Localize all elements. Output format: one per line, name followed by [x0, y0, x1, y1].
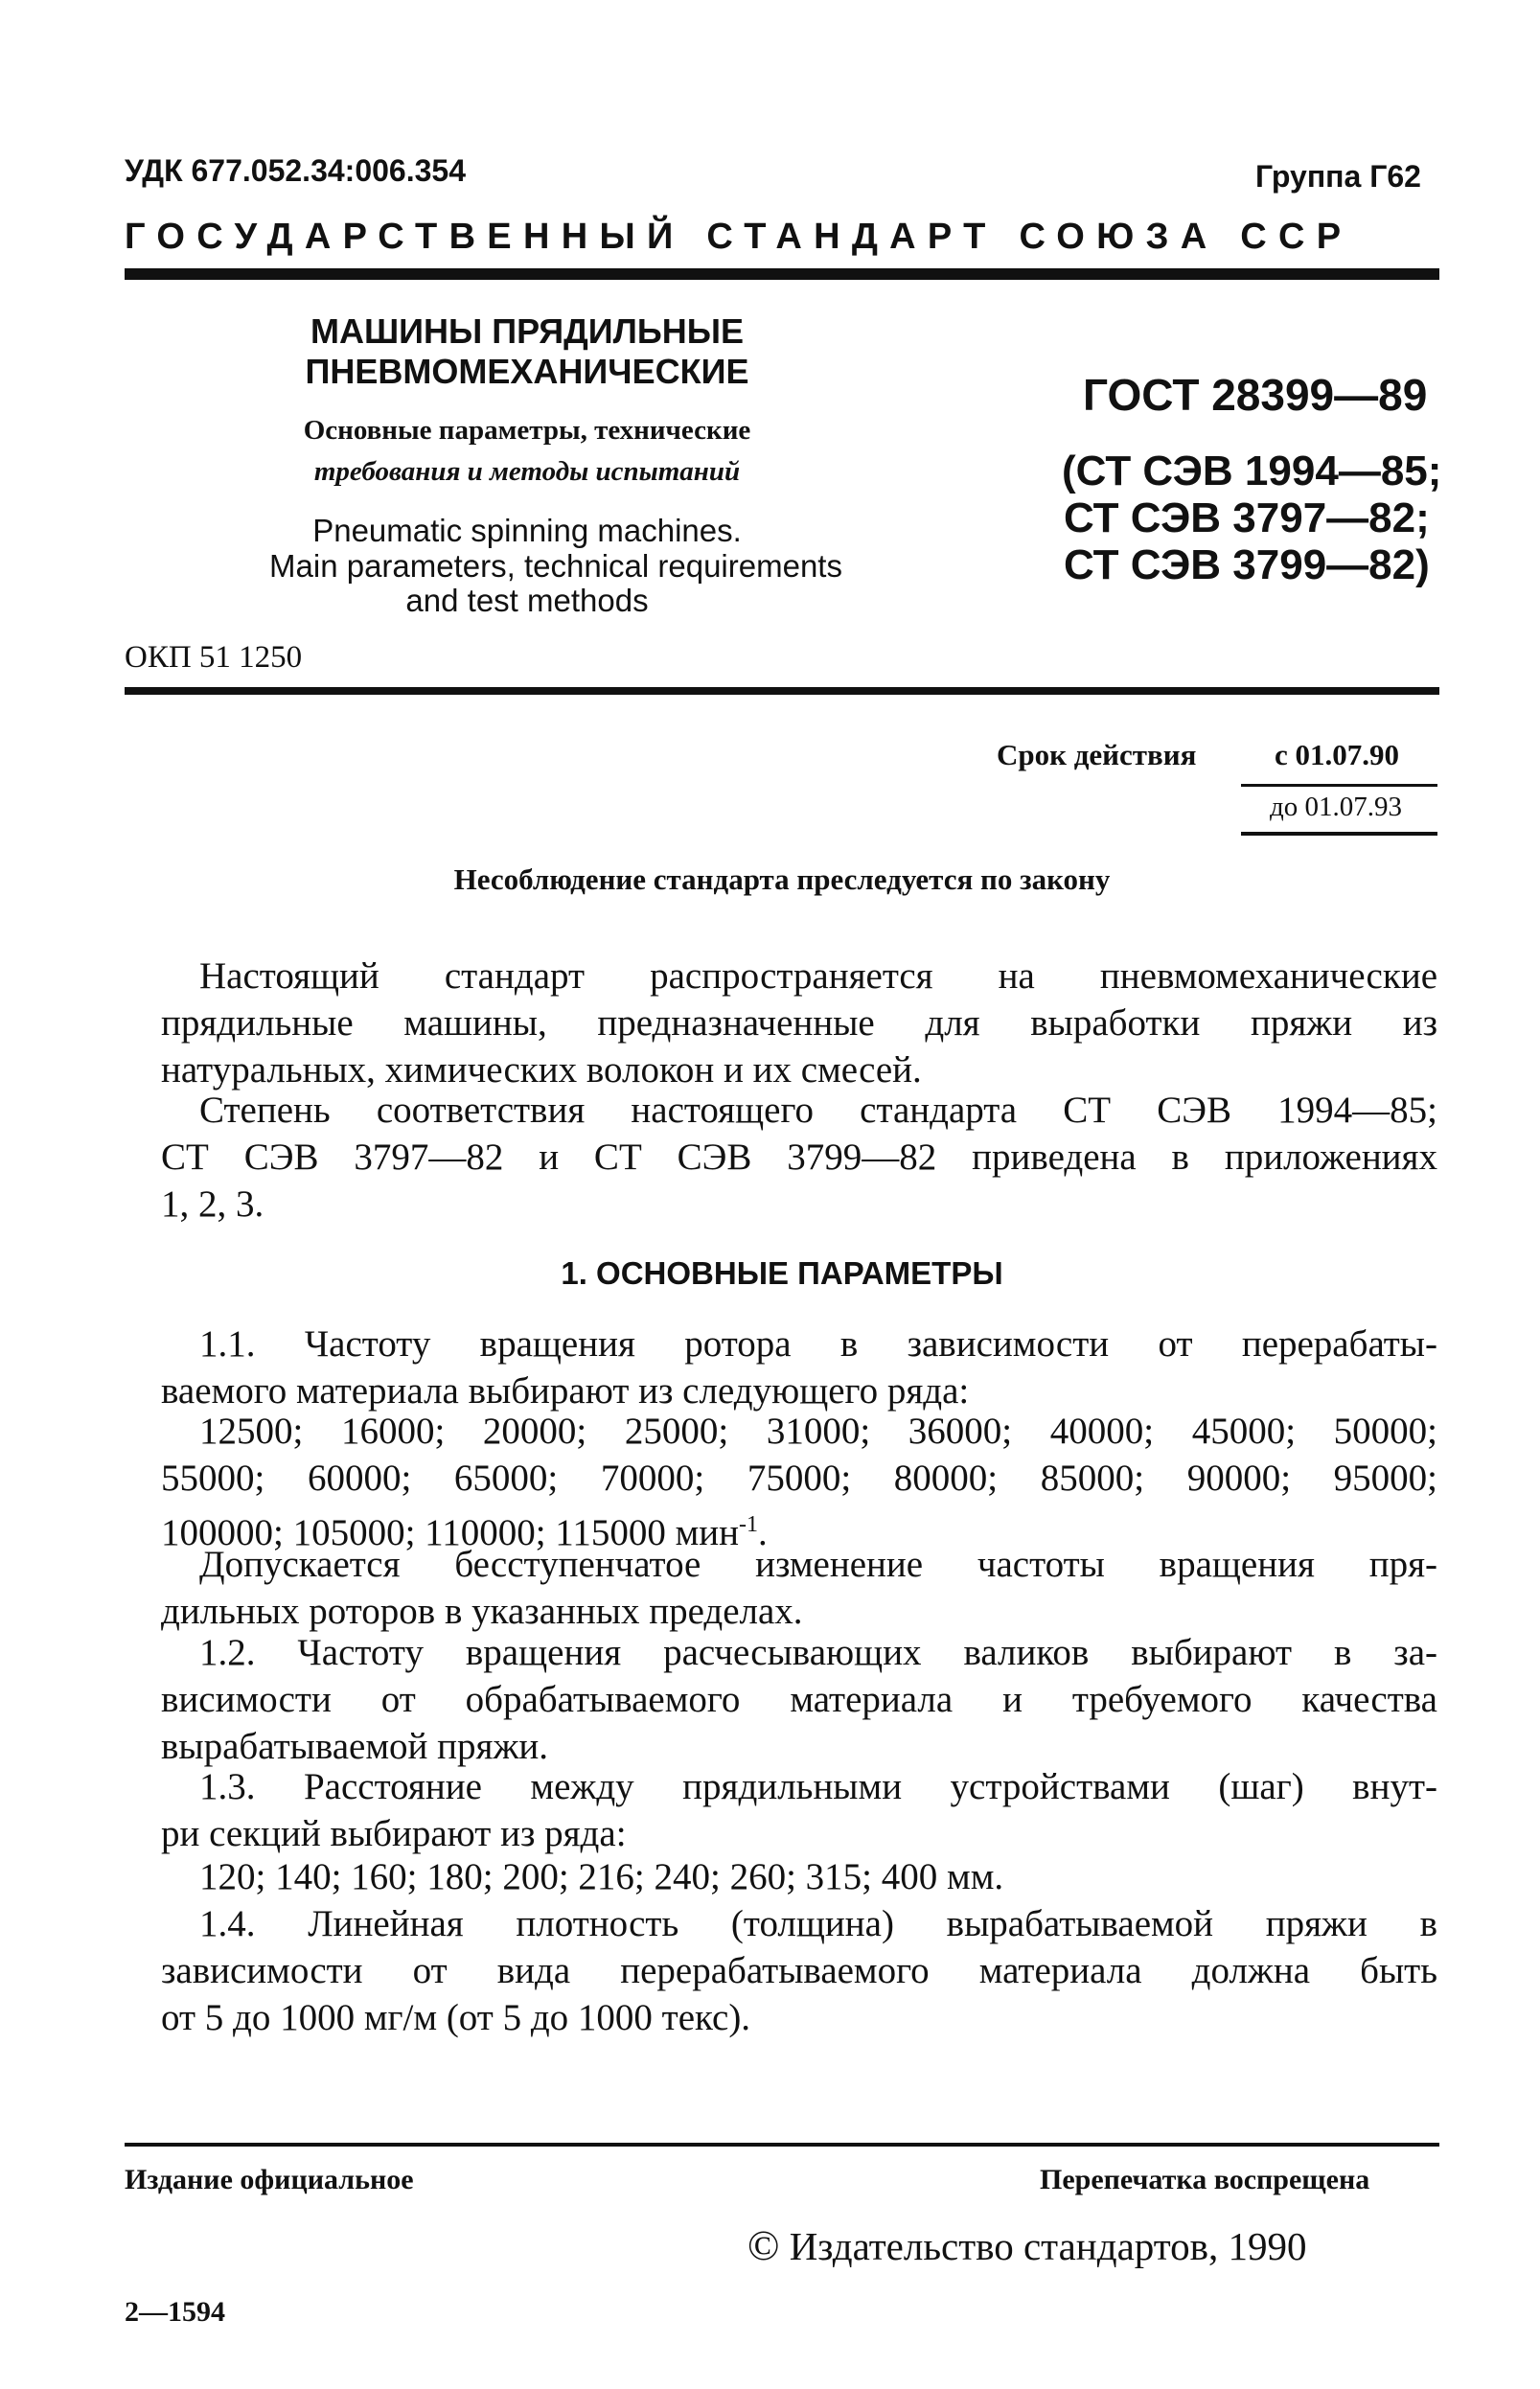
gost-number: ГОСТ 28399—89 — [1083, 370, 1428, 420]
clause-1-3-values — [161, 1853, 1437, 1900]
intro-p2-line: СТ СЭВ 3797—82 и СТ СЭВ 3799—82 приведена в приложениях — [161, 1137, 1437, 1178]
copyright-text: Издательство стандартов, 1990 — [789, 2224, 1307, 2268]
clause-1-1-note-line: дильных роторов в указанных пределах. — [161, 1591, 803, 1632]
intro-paragraph-1 — [161, 953, 1437, 1093]
clause-1-3-line: ри секций выбирают из ряда: — [161, 1813, 627, 1854]
okp-code: ОКП 51 1250 — [125, 640, 303, 675]
clause-1-1 — [161, 1321, 1437, 1414]
section-1-heading: 1. ОСНОВНЫЕ ПАРАМЕТРЫ — [561, 1255, 1003, 1291]
udk-code: УДК 677.052.34:006.354 — [125, 153, 466, 188]
clause-1-1-note — [161, 1541, 1437, 1635]
print-code: 2—1594 — [125, 2296, 225, 2328]
clause-1-4-line: 1.4. Линейная плотность (толщина) вырабатываемой пряжи в — [199, 1903, 1437, 1944]
standard-banner: ГОСУДАРСТВЕННЫЙ СТАНДАРТ СОЮЗА ССР — [125, 217, 1353, 257]
title-en-line2: Main parameters, technical requirements — [269, 548, 842, 584]
clause-1-4-line: зависимости от вида перерабатываемого материала должна быть — [161, 1950, 1437, 1991]
intro-p1-line: прядильные машины, предназначенные для выработки пряжи из — [161, 1002, 1437, 1044]
clause-1-3 — [161, 1763, 1437, 1857]
pitch-values: 120; 140; 160; 180; 200; 216; 240; 260; 315; 400 мм. — [199, 1856, 1004, 1897]
title-ru-line1: МАШИНЫ ПРЯДИЛЬНЫЕ — [310, 311, 745, 351]
subtitle-ru-line1: Основные параметры, технические — [303, 415, 751, 446]
clause-1-2-line: 1.2. Частоту вращения расчесывающих валиков выбирают в за- — [199, 1632, 1437, 1673]
subtitle-ru-line2: требования и методы испытаний — [313, 456, 741, 487]
footer-rule — [125, 2143, 1439, 2147]
clause-1-1-values — [161, 1408, 1437, 1556]
edition-label: Издание официальное — [125, 2164, 414, 2195]
st-sev-line3: СТ СЭВ 3799—82) — [1064, 541, 1430, 588]
validity-rule — [1241, 784, 1437, 787]
clause-1-1-note-line: Допускается бесступенчатое изменение частоты вращения пря- — [199, 1544, 1437, 1585]
rotor-speed-values-line: 55000; 60000; 65000; 70000; 75000; 80000; 85000; 90000; 95000; — [161, 1458, 1437, 1499]
st-sev-line2: СТ СЭВ 3797—82; — [1064, 494, 1430, 541]
copyright-icon: © — [747, 2222, 780, 2269]
intro-p1-line: Настоящий стандарт распространяется на пневмомеханические — [199, 955, 1437, 997]
title-en-line3: and test methods — [405, 583, 649, 618]
rotor-speed-values-line: 12500; 16000; 20000; 25000; 31000; 36000; 40000; 45000; 50000; — [199, 1411, 1437, 1452]
clause-1-4 — [161, 1900, 1437, 2041]
legal-notice: Несоблюдение стандарта преследуется по закону — [453, 862, 1111, 896]
intro-p1-line: натуральных, химических волокон и их смесей. — [161, 1049, 922, 1091]
rotor-speed-values-line: 100000; 105000; 110000; 115000 мин — [161, 1512, 740, 1553]
clause-1-2-line: вырабатываемой пряжи. — [161, 1726, 549, 1767]
copyright-line — [747, 2221, 1306, 2270]
rotor-speed-period: . — [758, 1512, 768, 1553]
clause-1-2 — [161, 1629, 1437, 1770]
clause-1-1-line: ваемого материала выбирают из следующего ряда: — [161, 1370, 970, 1412]
validity-bottom-rule — [1241, 832, 1437, 836]
reprint-notice: Перепечатка воспрещена — [1040, 2164, 1370, 2195]
title-en-line1: Pneumatic spinning machines. — [312, 513, 742, 548]
title-ru-line2: ПНЕВМОМЕХАНИЧЕСКИЕ — [305, 352, 749, 391]
intro-p2-line: 1, 2, 3. — [161, 1183, 264, 1225]
st-sev-line1: (СТ СЭВ 1994—85; — [1062, 448, 1442, 494]
intro-p2-line: Степень соответствия настоящего стандарта СТ СЭВ 1994—85; — [199, 1090, 1437, 1131]
clause-1-1-line: 1.1. Частоту вращения ротора в зависимости от перерабаты- — [199, 1323, 1437, 1365]
clause-1-4-line: от 5 до 1000 мг/м (от 5 до 1000 текс). — [161, 1997, 751, 2038]
validity-to: до 01.07.93 — [1270, 792, 1403, 822]
validity-from: с 01.07.90 — [1275, 738, 1400, 771]
title-block-rule — [125, 687, 1439, 695]
intro-paragraph-2 — [161, 1087, 1437, 1228]
clause-1-2-line: висимости от обрабатываемого материала и требуемого качества — [161, 1679, 1437, 1720]
header-thick-rule — [125, 268, 1439, 280]
clause-1-3-line: 1.3. Расстояние между прядильными устройствами (шаг) внут- — [199, 1766, 1437, 1807]
unit-exponent: -1 — [739, 1512, 759, 1537]
group-code: Группа Г62 — [1255, 159, 1421, 194]
validity-label: Срок действия — [997, 738, 1197, 771]
